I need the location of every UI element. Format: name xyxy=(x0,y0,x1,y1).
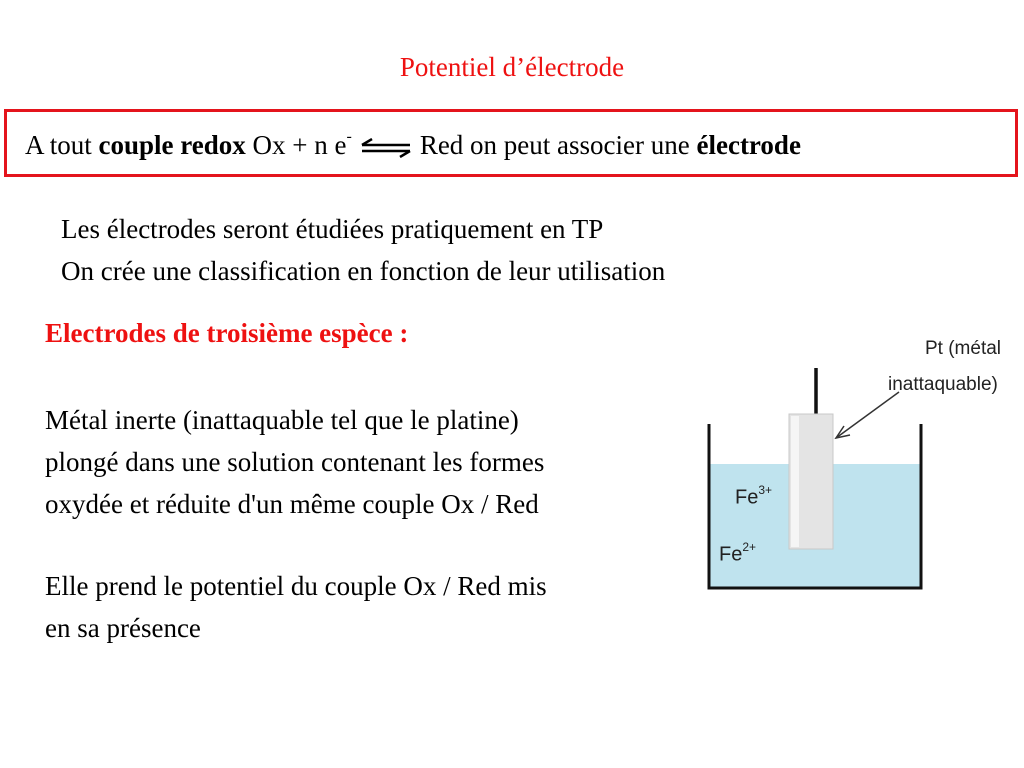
electrode-diagram-drawing xyxy=(696,330,1024,610)
definition-part3: Red on peut associer une xyxy=(419,130,697,160)
description-line-1: Métal inerte (inattaquable tel que le platine) xyxy=(45,405,519,435)
section-title: Electrodes de troisième espèce : xyxy=(45,318,409,348)
label-arrow xyxy=(836,392,899,438)
definition-couple-redox: couple redox xyxy=(98,130,246,160)
description-paragraph xyxy=(45,399,544,525)
electron-charge: - xyxy=(346,128,352,145)
pt-label-line-2: inattaquable) xyxy=(888,374,998,395)
fe3-ion-label: $Fe^{3+}$ xyxy=(735,483,773,509)
intro-text xyxy=(61,208,665,292)
slide-title: Potentiel d’électrode xyxy=(399,52,625,82)
definition-part1: A tout xyxy=(25,130,99,160)
definition-box xyxy=(4,109,1018,177)
description-line-2: plongé dans une solution contenant les formes xyxy=(45,447,545,477)
fe2-ion-label: $Fe^{2+}$ xyxy=(719,540,757,566)
potential-line-1: Elle prend le potentiel du couple Ox / Red mis xyxy=(45,571,547,601)
definition-part2: Ox + n e xyxy=(245,130,347,160)
electrode-diagram xyxy=(696,330,1024,610)
intro-line-1: Les électrodes seront étudiées pratiquement en TP xyxy=(61,214,604,244)
potential-line-2: en sa présence xyxy=(45,613,201,643)
definition-electrode: électrode xyxy=(696,130,801,160)
equilibrium-arrow-icon xyxy=(358,138,414,158)
potential-paragraph xyxy=(45,565,547,649)
description-line-3: oxydée et réduite d'un même couple Ox / Red xyxy=(45,489,539,519)
pt-label-line-1: Pt (métal xyxy=(925,338,1002,359)
fe3-charge: 3+ xyxy=(758,483,773,497)
intro-line-2: On crée une classification en fonction de leur utilisation xyxy=(61,256,666,286)
definition-text xyxy=(25,130,801,161)
fe2-charge: 2+ xyxy=(742,540,757,554)
